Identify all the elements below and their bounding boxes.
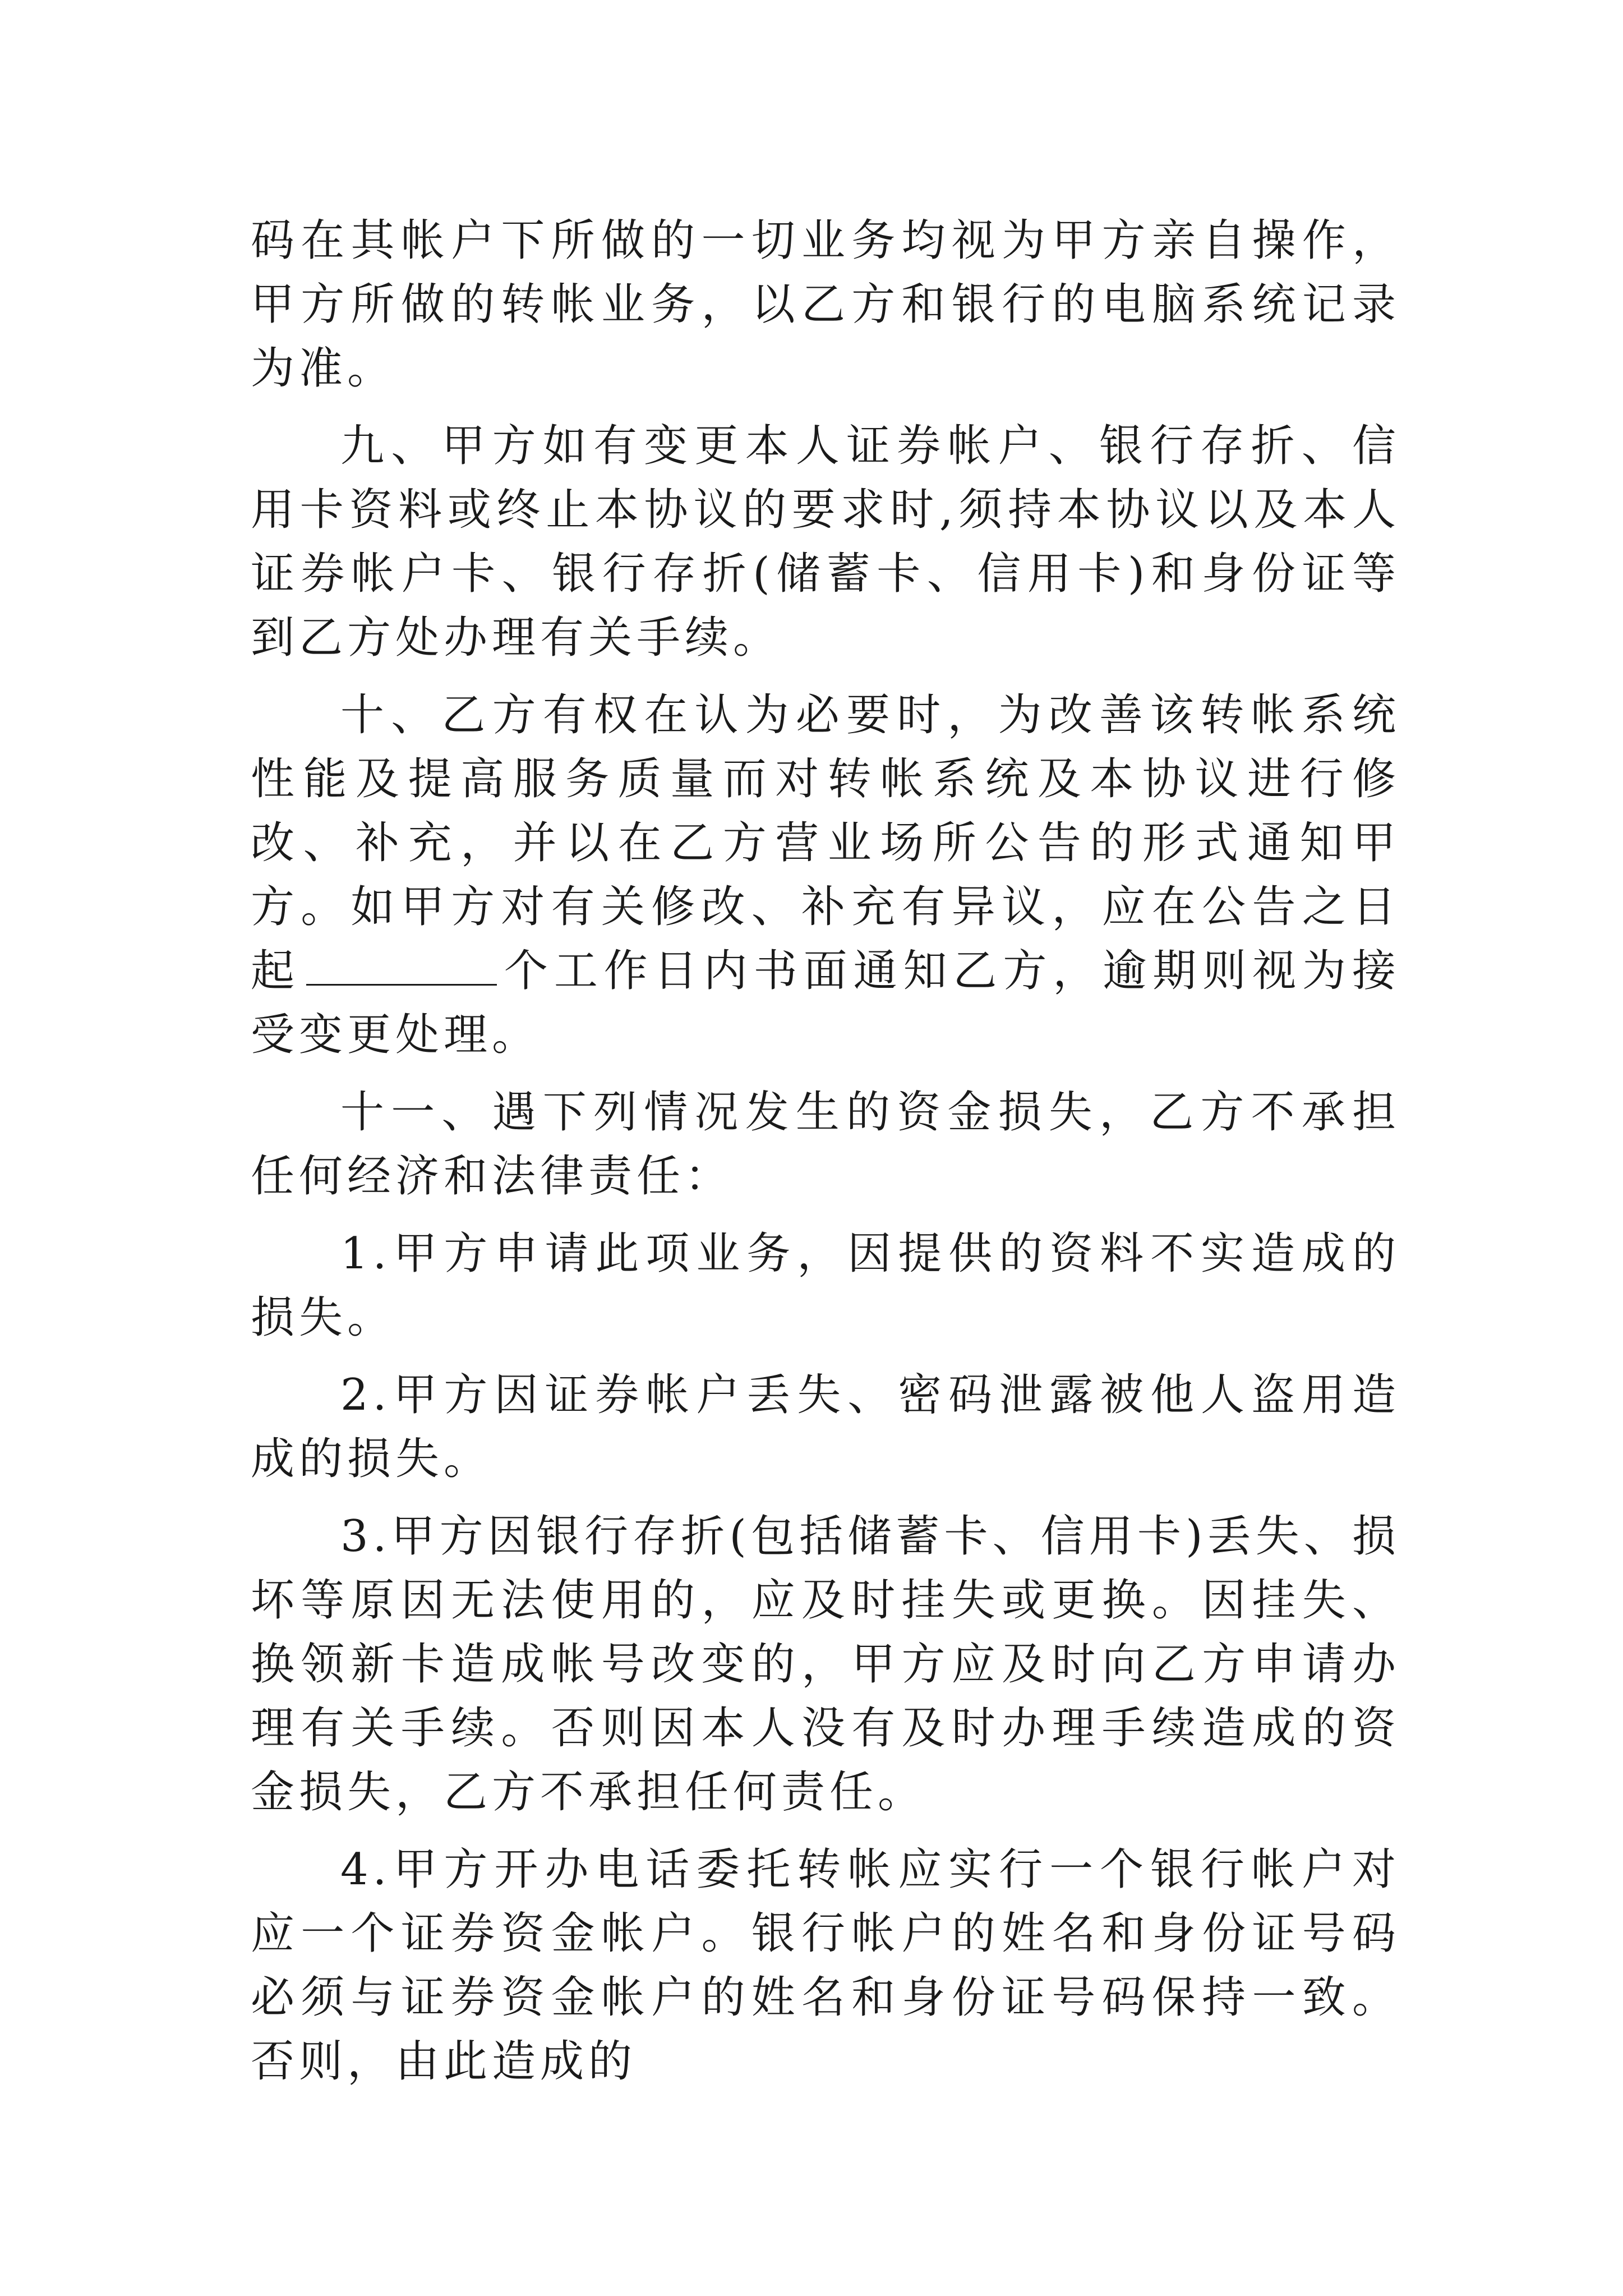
clause-eleven-item-3: 3.甲方因银行存折(包括储蓄卡、信用卡)丢失、损坏等原因无法使用的，应及时挂失或更换。因挂失、换领新卡造成帐号改变的，甲方应及时向乙方申请办理有关手续。否则因本人没有及时办理手续造成的资金损失，乙方不承担任何责任。 — [251, 1511, 1400, 1818]
agreement-body — [251, 209, 1400, 2093]
paragraph-continuation: 码在其帐户下所做的一切业务均视为甲方亲自操作，甲方所做的转帐业务，以乙方和银行的电脑系统记录为准。 — [251, 215, 1400, 394]
clause-eleven: 十一、遇下列情况发生的资金损失，乙方不承担任何经济和法律责任： — [251, 1087, 1400, 1202]
clause-eleven-item-1: 1.甲方申请此项业务，因提供的资料不实造成的损失。 — [251, 1228, 1400, 1343]
clause-eleven-item-2: 2.甲方因证券帐户丢失、密码泄露被他人盗用造成的损失。 — [251, 1370, 1400, 1484]
clause-nine: 九、甲方如有变更本人证券帐户、银行存折、信用卡资料或终止本协议的要求时,须持本协议以及本人证券帐户卡、银行存折(储蓄卡、信用卡)和身份证等到乙方处办理有关手续。 — [251, 421, 1400, 663]
clause-ten-text-before-blank: 十、乙方有权在认为必要时，为改善该转帐系统性能及提高服务质量而对转帐系统及本协议进行修改、补充，并以在乙方营业场所公告的形式通知甲方。如甲方对有关修改、补充有异议，应在公告之日起 — [251, 690, 1400, 996]
clause-ten-text-after-blank: 个工作日内书面通知乙方，逾期则视为接受变更处理。 — [251, 946, 1400, 1060]
clause-ten — [251, 683, 1400, 1067]
clause-eleven-item-4: 4.甲方开办电话委托转帐应实行一个银行帐户对应一个证券资金帐户。银行帐户的姓名和身份证号码必须与证券资金帐户的姓名和身份证号码保持一致。否则，由此造成的 — [251, 1844, 1400, 2087]
days-blank-field — [306, 950, 497, 986]
